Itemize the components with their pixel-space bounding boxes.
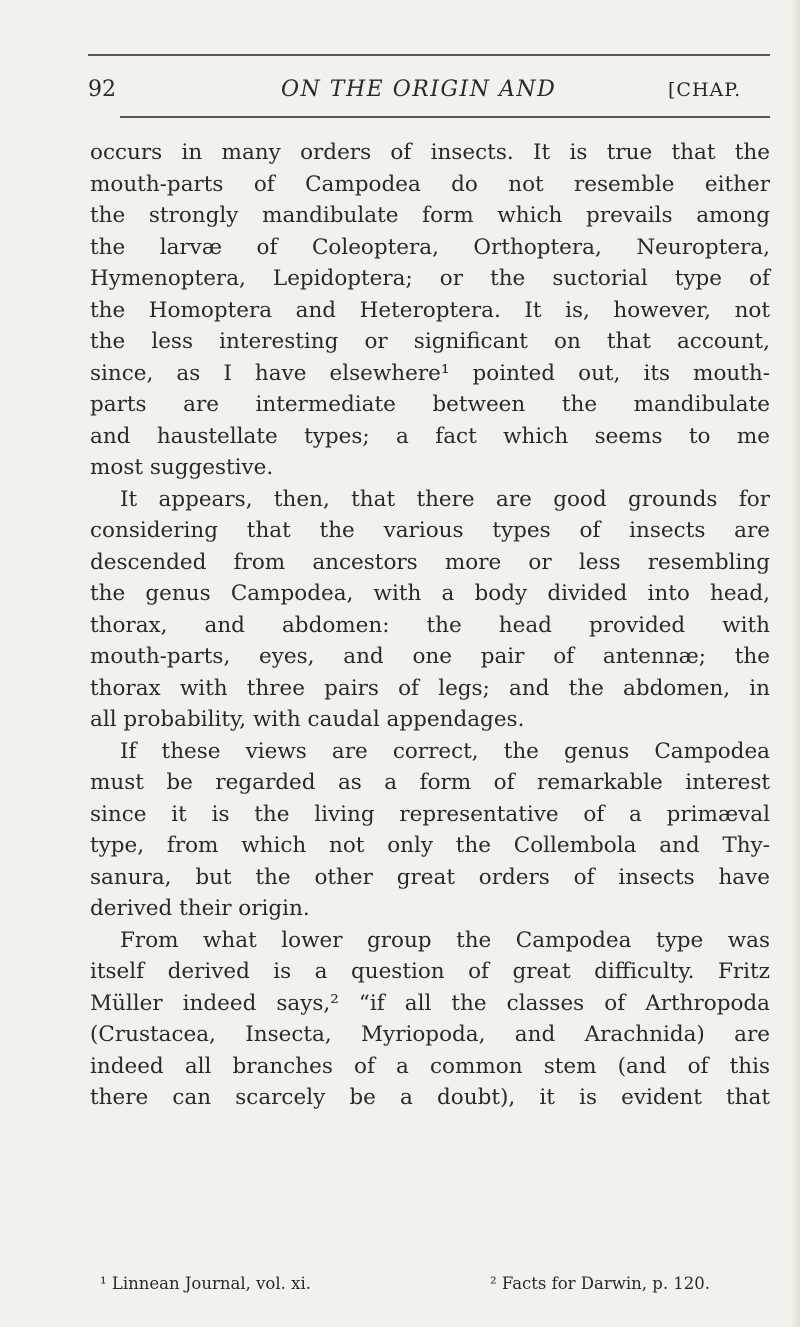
paragraph-start-line: From what lower group the Campodea type was xyxy=(120,927,770,953)
body-text xyxy=(90,137,770,1114)
text-line: Müller indeed says,² “if all the classes of Arthropoda xyxy=(90,990,770,1016)
paragraph-start-line: It appears, then, that there are good grounds for xyxy=(120,486,770,512)
header-rule xyxy=(120,116,770,118)
text-line: considering that the various types of insects are xyxy=(90,518,770,543)
text-line: sanura, but the other great orders of insects have xyxy=(90,864,770,890)
text-line: Hymenoptera, Lepidoptera; or the suctorial type of xyxy=(90,266,770,291)
text-line: thorax, and abdomen: the head provided with xyxy=(90,612,770,638)
page-number: 92 xyxy=(88,77,116,102)
text-line: there can scarcely be a doubt), it is evident that xyxy=(90,1085,770,1110)
text-line: descended from ancestors more or less resembling xyxy=(90,549,770,575)
text-line: all probability, with caudal appendages. xyxy=(90,707,525,732)
page-edge-shadow xyxy=(790,0,800,1327)
text-line: itself derived is a question of great difficulty. Fritz xyxy=(90,959,770,984)
text-line: (Crustacea, Insecta, Myriopoda, and Arachnida) are xyxy=(90,1022,770,1047)
text-line: type, from which not only the Collembola and Thy- xyxy=(90,833,770,858)
text-line: occurs in many orders of insects. It is true that the xyxy=(90,140,770,165)
text-line: derived their origin. xyxy=(90,896,310,921)
chapter-mark: [CHAP. xyxy=(668,79,742,101)
text-line: the larvæ of Coleoptera, Orthoptera, Neuroptera, xyxy=(90,234,770,260)
text-line: thorax with three pairs of legs; and the abdomen, in xyxy=(90,675,770,701)
text-line: parts are intermediate between the mandibulate xyxy=(90,392,770,417)
text-line: the less interesting or significant on that account, xyxy=(90,329,770,354)
text-line: mouth-parts, eyes, and one pair of antennæ; the xyxy=(90,644,770,669)
text-line: indeed all branches of a common stem (and of this xyxy=(90,1053,770,1079)
text-line: the genus Campodea, with a body divided into head, xyxy=(90,581,770,606)
text-line: the Homoptera and Heteroptera. It is, however, not xyxy=(90,297,770,323)
running-title: ON THE ORIGIN AND xyxy=(281,77,557,102)
text-line: most suggestive. xyxy=(90,455,274,480)
text-line: since it is the living representative of a primæval xyxy=(90,801,770,827)
text-line: the strongly mandibulate form which prevails among xyxy=(90,203,770,228)
top-rule xyxy=(88,54,770,56)
footnote-1: ¹ Linnean Journal, vol. xi. xyxy=(100,1274,311,1293)
text-line: and haustellate types; a fact which seems to me xyxy=(90,423,770,449)
footnote-2: ² Facts for Darwin, p. 120. xyxy=(490,1274,711,1293)
page-header xyxy=(88,77,770,111)
footnotes xyxy=(90,1274,770,1298)
text-line: since, as I have elsewhere¹ pointed out, its mouth- xyxy=(90,360,770,386)
paragraph-start-line: If these views are correct, the genus Campodea xyxy=(120,738,770,764)
text-line: mouth-parts of Campodea do not resemble either xyxy=(90,171,770,197)
text-line: must be regarded as a form of remarkable interest xyxy=(90,770,770,795)
